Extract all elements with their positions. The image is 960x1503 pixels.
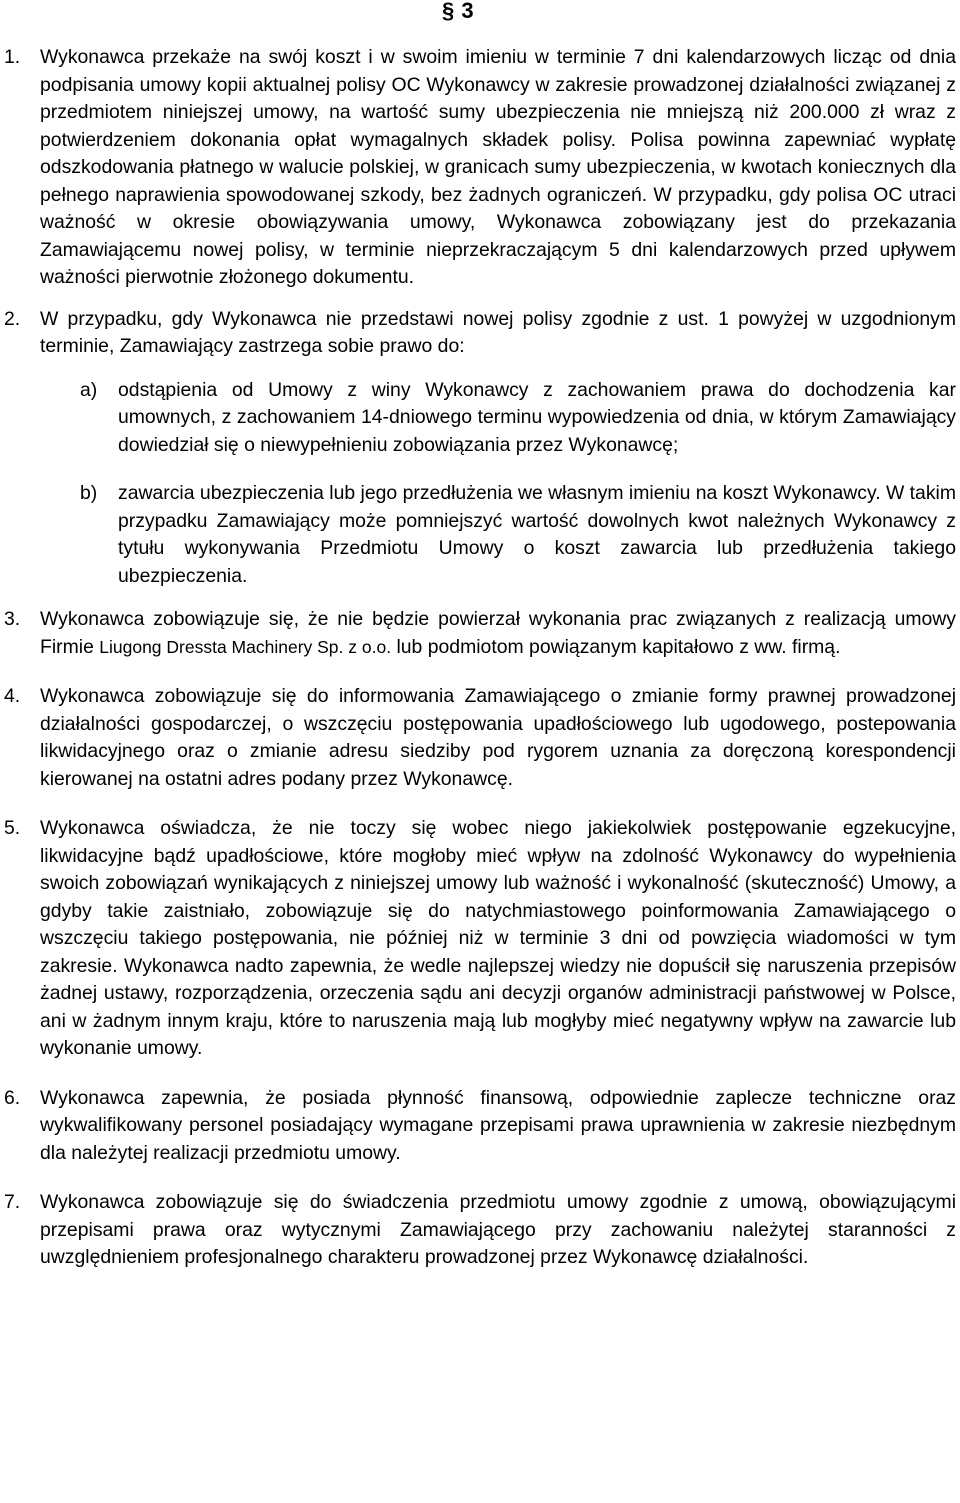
item-number: 7. [4,1191,21,1213]
item-text [40,606,956,661]
list-item-2 [4,306,956,591]
item-text: W przypadku, gdy Wykonawca nie przedstawi nowej polisy zgodnie z ust. 1 powyżej w uzgodnionym terminie, Zamawiający zastrzega sobie prawo do: [40,307,956,357]
item-text: Wykonawca zobowiązuje się do informowania Zamawiającego o zmianie formy prawnej prowadzonej działalności gospodarczej, o wszczęciu postępowania upadłościowego lub ugodowego, postepowania likwidacyjnego oraz o zmianie adresu siedziby pod rygorem uznania za doręczoną korespondencji kierowanej na ostatni adres podany przez Wykonawcę. [40,685,956,790]
item-number: 3. [4,608,21,630]
firm-name: Liugong Dressta Machinery Sp. z o.o. [99,636,392,657]
sub-list [80,377,956,591]
sub-item-a [80,377,956,460]
sub-item-label: b) [80,482,98,504]
item-text-before: Wykonawca zobowiązuje się, że nie będzie powierzał wykonania prac związanych z realizacją umowy Firmie [40,608,956,658]
item-number: 6. [4,1086,21,1109]
item-body [40,306,956,591]
sub-item-text: odstąpienia od Umowy z winy Wykonawcy z zachowaniem prawa do dochodzenia kar umownych, z zachowaniem 14-dniowego terminu wypowiedzenia od dnia, w którym Zamawiający dowiedział się o niewypełnieniu zobowiązania przez Wykonawcę; [118,378,956,456]
item-text-after: lub podmiotom powiązanym kapitałowo z ww. firmą. [396,635,841,658]
list-item-4 [4,683,956,793]
item-number: 1. [4,46,21,68]
sub-item-b [80,480,956,590]
sub-item-label: a) [80,378,98,401]
item-text: Wykonawca przekaże na swój koszt i w swoim imieniu w terminie 7 dni kalendarzowych licząc od dnia podpisania umowy kopii aktualnej polisy OC Wykonawcy w zakresie prowadzonej działalności związanej z przedmiotem niniejszej umowy, na wartość sumy ubezpieczenia nie mniejszą niż 200.000 zł wraz z potwierdzeniem dokonania opłat wymagalnych składek polisy. Polisa powinna zapewniać wypłatę odszkodowania płatnego w walucie polskiej, w granicach sumy ubezpieczenia, w kwotach koniecznych dla pełnego naprawienia spowodowanej szkody, bez żadnych ograniczeń. W przypadku, gdy polisa OC utraci ważność w okresie obowiązywania umowy, Wykonawca zobowiązany jest do przekazania Zamawiającemu nowej polisy, w terminie nieprzekraczającym 5 dni kalendarzowych przed upływem ważności pierwotnie złożonego dokumentu. [40,46,956,288]
sub-item-text: zawarcia ubezpieczenia lub jego przedłużenia we własnym imieniu na koszt Wykonawcy. W takim przypadku Zamawiający może pomniejszyć wartość dowolnych kwot należnych Wykonawcy z tytułu wykonywania Przedmiotu Umowy o koszt zawarcia lub przedłużenia takiego ubezpieczenia. [118,482,956,587]
list-item-6 [4,1085,956,1168]
section-title: § 3 [442,0,475,23]
list-item-5 [4,815,956,1063]
list-item-3 [4,606,956,661]
section-content [4,44,956,1272]
list-item-7 [4,1189,956,1272]
item-number: 5. [4,817,21,839]
item-number: 4. [4,685,21,707]
item-text: Wykonawca oświadcza, że nie toczy się wobec niego jakiekolwiek postępowanie egzekucyjne, likwidacyjne bądź upadłościowe, które mogłoby mieć wpływ na zdolność Wykonawcy do wypełnienia swoich zobowiązań wynikających z niniejszej umowy lub ważność i wykonalność (skuteczność) Umowy, a gdyby takie zaistniało, zobowiązuje się do natychmiastowego poinformowania Zamawiającego o wszczęciu takiego postępowania, nie później niż w terminie 3 dni od powzięcia wiadomości w tym zakresie. Wykonawca nadto zapewnia, że wedle najlepszej wiedzy nie dopuścił się naruszenia przepisów żadnej ustawy, rozporządzenia, orzeczenia sądu ani decyzji organów administracji państwowej w Polsce, ani w żadnym innym kraju, które to naruszenia mają lub mogłyby mieć negatywny wpływ na zawarcie lub wykonanie umowy. [40,817,956,1059]
item-text: Wykonawca zapewnia, że posiada płynność finansową, odpowiednie zaplecze techniczne oraz wykwalifikowany personel posiadający wymagane przepisami prawa uprawnienia w zakresie niezbędnym dla należytej realizacji przedmiotu umowy. [40,1086,956,1164]
list-item-1 [4,44,956,292]
item-number: 2. [4,307,21,330]
item-text: Wykonawca zobowiązuje się do świadczenia przedmiotu umowy zgodnie z umową, obowiązującymi przepisami prawa oraz wytycznymi Zamawiającego przy zachowaniu należytej staranności z uwzględnieniem profesjonalnego charakteru prowadzonej przez Wykonawcę działalności. [40,1191,956,1268]
